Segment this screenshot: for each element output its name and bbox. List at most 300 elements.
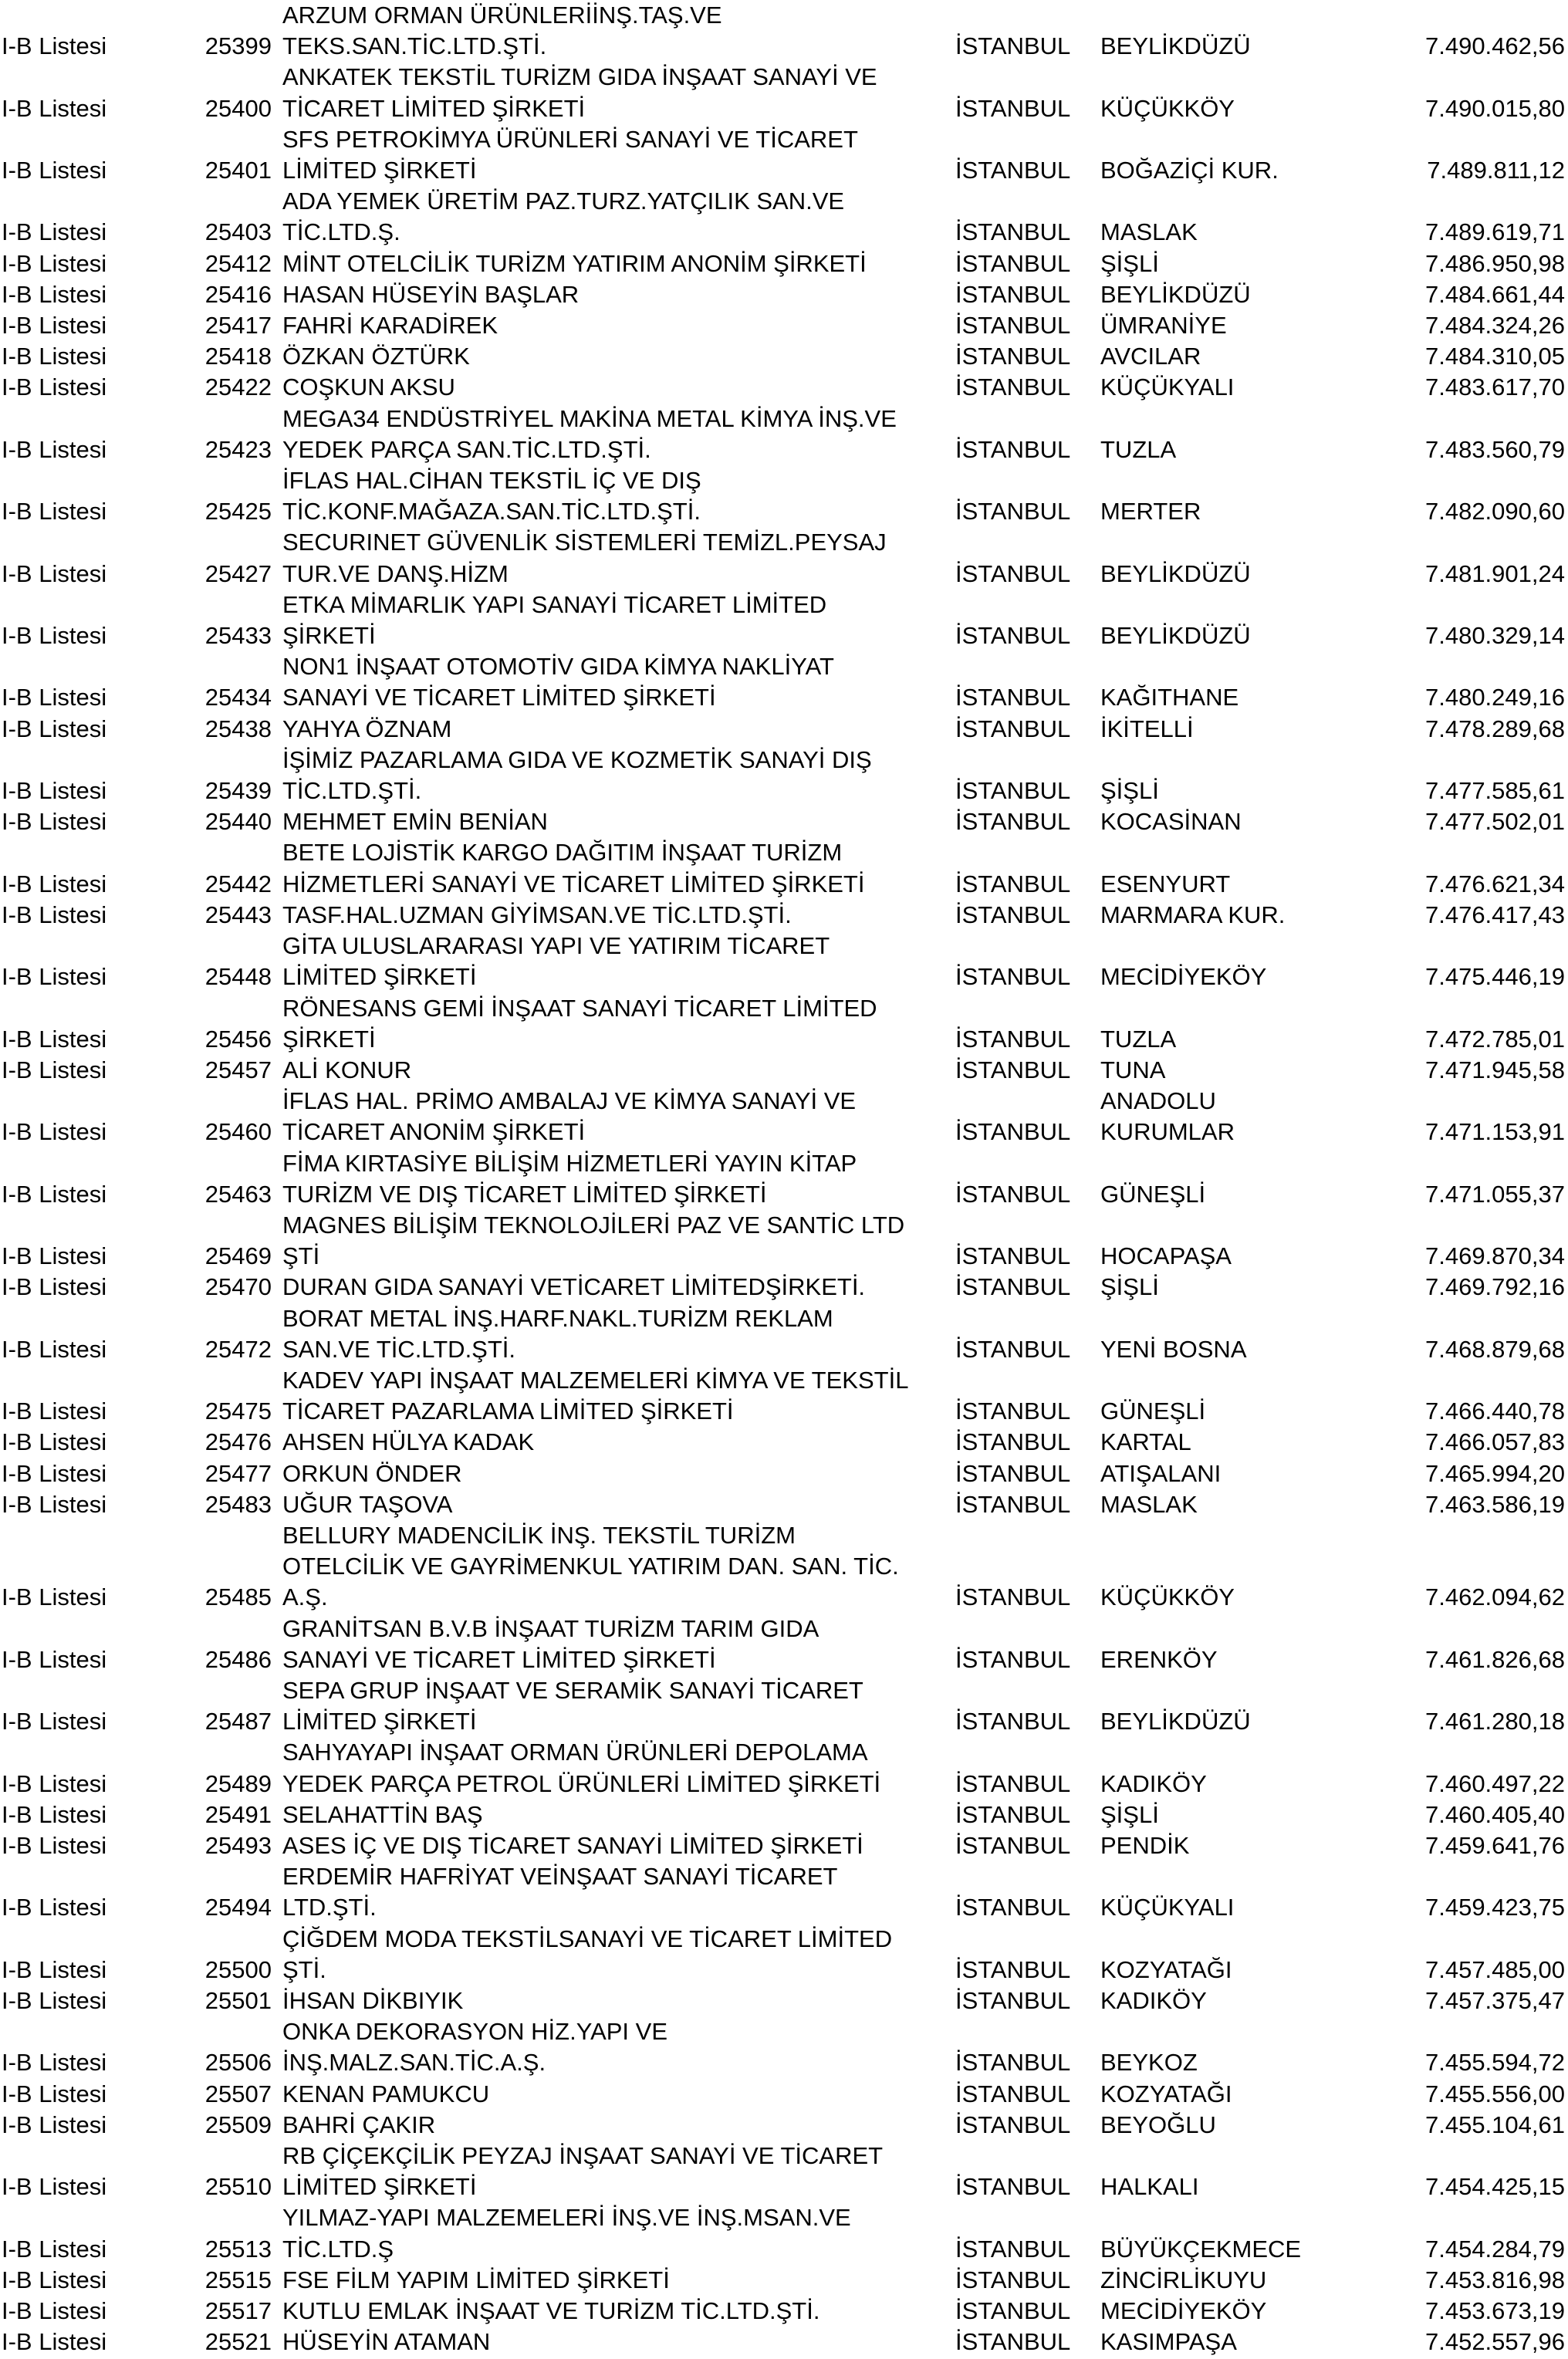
district-cell: [1100, 341, 1424, 372]
table-row: [0, 1986, 1568, 2016]
amount-cell: 7.486.950,98: [1424, 249, 1565, 277]
district-line: ŞİŞLİ: [1100, 249, 1159, 277]
record-number-cell: 25510: [204, 2173, 272, 2201]
district-cell: [1100, 1458, 1424, 1489]
name-cell: [279, 590, 955, 651]
city-cell: İSTANBUL: [955, 2111, 1071, 2138]
city-cell: İSTANBUL: [955, 1831, 1071, 1859]
amount-cell: 7.480.249,16: [1424, 684, 1565, 711]
district-cell: [1100, 1675, 1424, 1737]
list-cell: I-B Listesi: [2, 1708, 107, 1735]
name-cell: [279, 2110, 955, 2141]
record-number-cell: 25489: [204, 1769, 272, 1797]
list-cell: I-B Listesi: [2, 2266, 107, 2293]
list-cell: I-B Listesi: [2, 1118, 107, 1146]
district-line: KURUMLAR: [1100, 1118, 1235, 1146]
district-cell: [1100, 62, 1424, 123]
district-line: MECİDİYEKÖY: [1100, 963, 1267, 991]
name-line: MEGA34 ENDÜSTRİYEL MAKİNA METAL KİMYA İNŞ.VE: [282, 404, 897, 432]
district-cell: [1100, 2141, 1424, 2202]
record-number-cell: 25463: [204, 1180, 272, 1208]
city-cell: İSTANBUL: [955, 343, 1071, 370]
name-cell: [279, 2296, 955, 2327]
name-cell: [279, 341, 955, 372]
district-line: BEYLİKDÜZÜ: [1100, 32, 1251, 60]
amount-cell: 7.471.945,58: [1424, 1056, 1565, 1083]
amount-cell: 7.484.310,05: [1424, 343, 1565, 370]
name-line: HİZMETLERİ SANAYİ VE TİCARET LİMİTED ŞİRKETİ: [282, 870, 865, 897]
district-line: KOZYATAĞI: [1100, 1955, 1232, 1983]
district-cell: [1100, 1086, 1424, 1147]
name-cell: [279, 1800, 955, 1830]
district-line: ANADOLU: [1100, 1087, 1216, 1115]
record-number-cell: 25475: [204, 1397, 272, 1425]
list-cell: I-B Listesi: [2, 2297, 107, 2325]
table-row: [0, 465, 1568, 527]
name-line: YILMAZ-YAPI MALZEMELERİ İNŞ.VE İNŞ.MSAN.VE: [282, 2204, 851, 2232]
record-number-cell: 25485: [204, 1583, 272, 1611]
district-cell: [1100, 651, 1424, 713]
list-cell: I-B Listesi: [2, 684, 107, 711]
name-line: LTD.ŞTİ.: [282, 1894, 377, 1921]
name-cell: [279, 2079, 955, 2110]
amount-cell: 7.484.661,44: [1424, 280, 1565, 308]
district-line: MECİDİYEKÖY: [1100, 2297, 1267, 2325]
district-cell: [1100, 714, 1424, 745]
city-cell: İSTANBUL: [955, 1894, 1071, 1921]
name-line: OTELCİLİK VE GAYRİMENKUL YATIRIM DAN. SAN. TİC.: [282, 1553, 899, 1580]
district-cell: [1100, 1520, 1424, 1614]
record-number-cell: 25422: [204, 373, 272, 401]
table-row: [0, 1272, 1568, 1303]
amount-cell: 7.484.324,26: [1424, 312, 1565, 340]
record-number-cell: 25434: [204, 684, 272, 711]
record-number-cell: 25440: [204, 808, 272, 836]
city-cell: İSTANBUL: [955, 1645, 1071, 1673]
list-cell: I-B Listesi: [2, 870, 107, 897]
record-number-cell: 25401: [204, 157, 272, 184]
name-line: SAN.VE TİC.LTD.ŞTİ.: [282, 1335, 516, 1363]
name-cell: [279, 404, 955, 465]
amount-cell: 7.463.586,19: [1424, 1490, 1565, 1518]
amount-cell: 7.459.641,76: [1424, 1831, 1565, 1859]
amount-cell: 7.469.870,34: [1424, 1242, 1565, 1270]
list-cell: I-B Listesi: [2, 2173, 107, 2201]
district-cell: [1100, 2265, 1424, 2296]
record-number-cell: 25433: [204, 622, 272, 650]
district-line: BEYLİKDÜZÜ: [1100, 280, 1251, 308]
record-number-cell: 25448: [204, 963, 272, 991]
table-row: [0, 931, 1568, 992]
name-line: SELAHATTİN BAŞ: [282, 1800, 483, 1828]
district-line: PENDİK: [1100, 1831, 1190, 1859]
district-cell: [1100, 837, 1424, 899]
list-cell: I-B Listesi: [2, 1335, 107, 1363]
amount-cell: 7.457.375,47: [1424, 1987, 1565, 2014]
district-line: TUZLA: [1100, 435, 1177, 463]
district-line: BEYLİKDÜZÜ: [1100, 622, 1251, 650]
district-line: BEYOĞLU: [1100, 2111, 1216, 2138]
name-cell: [279, 2016, 955, 2078]
city-cell: İSTANBUL: [955, 218, 1071, 246]
city-cell: İSTANBUL: [955, 498, 1071, 526]
district-cell: [1100, 527, 1424, 589]
city-cell: İSTANBUL: [955, 1025, 1071, 1053]
name-line: ORKUN ÖNDER: [282, 1459, 462, 1487]
table-row: [0, 2110, 1568, 2141]
district-line: ERENKÖY: [1100, 1645, 1218, 1673]
table-row: [0, 1830, 1568, 1861]
record-number-cell: 25487: [204, 1708, 272, 1735]
list-cell: I-B Listesi: [2, 901, 107, 928]
amount-cell: 7.477.585,61: [1424, 777, 1565, 805]
name-cell: [279, 1520, 955, 1614]
name-line: SFS PETROKİMYA ÜRÜNLERİ SANAYİ VE TİCARET: [282, 125, 858, 153]
list-cell: I-B Listesi: [2, 1583, 107, 1611]
record-number-cell: 25443: [204, 901, 272, 928]
table-row: [0, 1800, 1568, 1830]
district-line: ÜMRANİYE: [1100, 312, 1227, 340]
district-cell: [1100, 1986, 1424, 2016]
district-line: ZİNCİRLİKUYU: [1100, 2266, 1267, 2293]
table-row: [0, 651, 1568, 713]
amount-cell: 7.483.617,70: [1424, 373, 1565, 401]
list-cell: I-B Listesi: [2, 1025, 107, 1053]
list-cell: I-B Listesi: [2, 32, 107, 60]
amount-cell: 7.461.280,18: [1424, 1708, 1565, 1735]
list-cell: I-B Listesi: [2, 1397, 107, 1425]
amount-cell: 7.466.057,83: [1424, 1428, 1565, 1456]
record-number-cell: 25486: [204, 1645, 272, 1673]
table-row: [0, 527, 1568, 589]
district-line: BÜYÜKÇEKMECE: [1100, 2235, 1302, 2263]
district-cell: [1100, 1148, 1424, 1210]
name-cell: [279, 1737, 955, 1799]
name-cell: [279, 465, 955, 527]
table-row: [0, 745, 1568, 806]
district-cell: [1100, 2296, 1424, 2327]
district-cell: [1100, 1614, 1424, 1675]
city-cell: İSTANBUL: [955, 2235, 1071, 2263]
name-line: ARZUM ORMAN ÜRÜNLERİİNŞ.TAŞ.VE: [282, 2, 722, 29]
record-number-cell: 25476: [204, 1428, 272, 1456]
amount-cell: 7.472.785,01: [1424, 1025, 1565, 1053]
record-number-cell: 25500: [204, 1955, 272, 1983]
name-line: SECURINET GÜVENLİK SİSTEMLERİ TEMİZL.PEYSAJ: [282, 529, 887, 556]
district-line: BEYLİKDÜZÜ: [1100, 1708, 1251, 1735]
city-cell: İSTANBUL: [955, 157, 1071, 184]
list-cell: I-B Listesi: [2, 2080, 107, 2107]
amount-cell: 7.461.826,68: [1424, 1645, 1565, 1673]
district-line: KARTAL: [1100, 1428, 1191, 1456]
district-cell: [1100, 2327, 1424, 2357]
name-line: DURAN GIDA SANAYİ VETİCARET LİMİTEDŞİRKETİ.: [282, 1273, 866, 1301]
list-cell: I-B Listesi: [2, 435, 107, 463]
district-cell: [1100, 248, 1424, 279]
city-cell: İSTANBUL: [955, 1955, 1071, 1983]
amount-cell: 7.455.104,61: [1424, 2111, 1565, 2138]
city-cell: İSTANBUL: [955, 1987, 1071, 2014]
list-cell: I-B Listesi: [2, 1800, 107, 1828]
record-number-cell: 25477: [204, 1459, 272, 1487]
city-cell: İSTANBUL: [955, 2049, 1071, 2077]
table-row: [0, 806, 1568, 837]
list-cell: I-B Listesi: [2, 2049, 107, 2077]
district-cell: [1100, 1427, 1424, 1458]
district-line: KADIKÖY: [1100, 1987, 1207, 2014]
amount-cell: 7.468.879,68: [1424, 1335, 1565, 1363]
name-cell: [279, 186, 955, 248]
list-cell: I-B Listesi: [2, 2328, 107, 2356]
record-number-cell: 25403: [204, 218, 272, 246]
name-cell: [279, 745, 955, 806]
district-cell: [1100, 590, 1424, 651]
name-cell: [279, 2265, 955, 2296]
table-row: [0, 2296, 1568, 2327]
district-cell: [1100, 1272, 1424, 1303]
name-line: ŞTİ.: [282, 1955, 326, 1983]
city-cell: İSTANBUL: [955, 684, 1071, 711]
name-line: KADEV YAPI İNŞAAT MALZEMELERİ KİMYA VE TEKSTİL: [282, 1366, 909, 1394]
name-line: TEKS.SAN.TİC.LTD.ŞTİ.: [282, 32, 547, 60]
amount-cell: 7.453.673,19: [1424, 2297, 1565, 2325]
name-cell: [279, 2327, 955, 2357]
name-cell: [279, 1210, 955, 1272]
name-line: LİMİTED ŞİRKETİ: [282, 157, 477, 184]
table-row: [0, 1520, 1568, 1614]
district-line: GÜNEŞLİ: [1100, 1397, 1206, 1425]
name-line: COŞKUN AKSU: [282, 373, 455, 401]
name-line: YEDEK PARÇA PETROL ÜRÜNLERİ LİMİTED ŞİRKETİ: [282, 1769, 881, 1797]
name-cell: [279, 124, 955, 186]
record-number-cell: 25418: [204, 343, 272, 370]
record-number-cell: 25417: [204, 312, 272, 340]
district-cell: [1100, 993, 1424, 1055]
table-row: [0, 1365, 1568, 1427]
table-row: [0, 1924, 1568, 1986]
table-row: [0, 2016, 1568, 2078]
name-line: İNŞ.MALZ.SAN.TİC.A.Ş.: [282, 2049, 546, 2077]
amount-cell: 7.462.094,62: [1424, 1583, 1565, 1611]
name-line: MEHMET EMİN BENİAN: [282, 808, 548, 836]
amount-cell: 7.481.901,24: [1424, 559, 1565, 587]
amount-cell: 7.490.462,56: [1424, 32, 1565, 60]
name-line: FİMA KIRTASİYE BİLİŞİM HİZMETLERİ YAYIN KİTAP: [282, 1149, 857, 1177]
record-number-cell: 25425: [204, 498, 272, 526]
table-row: [0, 2327, 1568, 2357]
list-cell: I-B Listesi: [2, 2111, 107, 2138]
city-cell: İSTANBUL: [955, 94, 1071, 122]
name-line: GİTA ULUSLARARASI YAPI VE YATIRIM TİCARET: [282, 932, 830, 960]
name-line: AHSEN HÜLYA KADAK: [282, 1428, 535, 1456]
city-cell: İSTANBUL: [955, 622, 1071, 650]
name-line: NON1 İNŞAAT OTOMOTİV GIDA KİMYA NAKLİYAT: [282, 653, 834, 681]
name-line: ADA YEMEK ÜRETİM PAZ.TURZ.YATÇILIK SAN.VE: [282, 188, 845, 215]
city-cell: İSTANBUL: [955, 2080, 1071, 2107]
table-row: [0, 372, 1568, 403]
district-cell: [1100, 465, 1424, 527]
table-row: [0, 837, 1568, 899]
city-cell: İSTANBUL: [955, 2173, 1071, 2201]
name-line: SANAYİ VE TİCARET LİMİTED ŞİRKETİ: [282, 1645, 716, 1673]
city-cell: İSTANBUL: [955, 870, 1071, 897]
name-line: BETE LOJİSTİK KARGO DAĞITIM İNŞAAT TURİZM: [282, 839, 843, 867]
amount-cell: 7.490.015,80: [1424, 94, 1565, 122]
city-cell: İSTANBUL: [955, 1118, 1071, 1146]
record-number-cell: 25515: [204, 2266, 272, 2293]
name-line: GRANİTSAN B.V.B İNŞAAT TURİZM TARIM GIDA: [282, 1614, 819, 1642]
name-line: KENAN PAMUKCU: [282, 2080, 490, 2107]
name-line: ÇİĞDEM MODA TEKSTİLSANAYİ VE TİCARET LİMİTED: [282, 1925, 893, 1952]
name-line: TUR.VE DANŞ.HİZM: [282, 559, 509, 587]
record-number-cell: 25416: [204, 280, 272, 308]
record-number-cell: 25483: [204, 1490, 272, 1518]
name-line: RB ÇİÇEKÇİLİK PEYZAJ İNŞAAT SANAYİ VE TİCARET: [282, 2142, 884, 2170]
record-number-cell: 25491: [204, 1800, 272, 1828]
district-cell: [1100, 279, 1424, 310]
city-cell: İSTANBUL: [955, 435, 1071, 463]
name-cell: [279, 1986, 955, 2016]
name-cell: [279, 310, 955, 341]
district-cell: [1100, 372, 1424, 403]
district-line: KADIKÖY: [1100, 1769, 1207, 1797]
city-cell: İSTANBUL: [955, 1428, 1071, 1456]
table-row: [0, 900, 1568, 931]
record-number-cell: 25493: [204, 1831, 272, 1859]
name-line: İFLAS HAL.CİHAN TEKSTİL İÇ VE DIŞ: [282, 467, 701, 495]
name-cell: [279, 1427, 955, 1458]
district-cell: [1100, 404, 1424, 465]
amount-cell: 7.455.556,00: [1424, 2080, 1565, 2107]
city-cell: İSTANBUL: [955, 373, 1071, 401]
name-cell: [279, 1086, 955, 1147]
city-cell: İSTANBUL: [955, 559, 1071, 587]
name-cell: [279, 1861, 955, 1923]
city-cell: İSTANBUL: [955, 249, 1071, 277]
district-cell: [1100, 1303, 1424, 1365]
district-line: GÜNEŞLİ: [1100, 1180, 1206, 1208]
amount-cell: 7.476.417,43: [1424, 901, 1565, 928]
district-cell: [1100, 1210, 1424, 1272]
district-line: KOCASİNAN: [1100, 808, 1242, 836]
name-line: ONKA DEKORASYON HİZ.YAPI VE: [282, 2018, 667, 2046]
amount-cell: 7.466.440,78: [1424, 1397, 1565, 1425]
name-line: TASF.HAL.UZMAN GİYİMSAN.VE TİC.LTD.ŞTİ.: [282, 901, 792, 928]
name-cell: [279, 1365, 955, 1427]
list-cell: I-B Listesi: [2, 1645, 107, 1673]
district-cell: [1100, 186, 1424, 248]
amount-cell: 7.452.557,96: [1424, 2328, 1565, 2356]
list-cell: I-B Listesi: [2, 280, 107, 308]
amount-cell: 7.460.405,40: [1424, 1800, 1565, 1828]
district-cell: [1100, 2079, 1424, 2110]
district-line: İKİTELLİ: [1100, 715, 1194, 742]
table-row: [0, 1055, 1568, 1086]
name-line: ŞİRKETİ: [282, 622, 376, 650]
district-line: KAĞITHANE: [1100, 684, 1239, 711]
record-number-cell: 25427: [204, 559, 272, 587]
name-line: HASAN HÜSEYİN BAŞLAR: [282, 280, 580, 308]
district-line: HOCAPAŞA: [1100, 1242, 1232, 1270]
amount-cell: 7.454.425,15: [1424, 2173, 1565, 2201]
list-cell: I-B Listesi: [2, 218, 107, 246]
district-line: YENİ BOSNA: [1100, 1335, 1247, 1363]
record-number-cell: 25460: [204, 1118, 272, 1146]
district-line: ŞİŞLİ: [1100, 1800, 1159, 1828]
district-cell: [1100, 1365, 1424, 1427]
city-cell: İSTANBUL: [955, 1490, 1071, 1518]
name-line: İŞİMİZ PAZARLAMA GIDA VE KOZMETİK SANAYİ DIŞ: [282, 745, 872, 773]
name-line: ANKATEK TEKSTİL TURİZM GIDA İNŞAAT SANAYİ VE: [282, 63, 877, 91]
amount-cell: 7.477.502,01: [1424, 808, 1565, 836]
record-number-cell: 25513: [204, 2235, 272, 2263]
district-line: BOĞAZİÇİ KUR.: [1100, 157, 1279, 184]
name-cell: [279, 837, 955, 899]
table-row: [0, 310, 1568, 341]
name-cell: [279, 1489, 955, 1520]
name-cell: [279, 527, 955, 589]
list-cell: I-B Listesi: [2, 249, 107, 277]
record-number-cell: 25501: [204, 1987, 272, 2014]
amount-cell: 7.471.055,37: [1424, 1180, 1565, 1208]
district-cell: [1100, 2016, 1424, 2078]
name-line: ETKA MİMARLIK YAPI SANAYİ TİCARET LİMİTED: [282, 590, 827, 618]
list-cell: I-B Listesi: [2, 1955, 107, 1983]
district-line: MASLAK: [1100, 1490, 1198, 1518]
list-cell: I-B Listesi: [2, 1459, 107, 1487]
city-cell: İSTANBUL: [955, 963, 1071, 991]
table-row: [0, 1427, 1568, 1458]
amount-cell: 7.459.423,75: [1424, 1894, 1565, 1921]
name-line: TİCARET ANONİM ŞİRKETİ: [282, 1118, 586, 1146]
amount-cell: 7.455.594,72: [1424, 2049, 1565, 2077]
name-line: TİC.KONF.MAĞAZA.SAN.TİC.LTD.ŞTİ.: [282, 498, 701, 526]
district-line: ŞİŞLİ: [1100, 1273, 1159, 1301]
district-cell: [1100, 745, 1424, 806]
table-row: [0, 2141, 1568, 2202]
record-number-cell: 25509: [204, 2111, 272, 2138]
city-cell: İSTANBUL: [955, 2266, 1071, 2293]
list-cell: I-B Listesi: [2, 963, 107, 991]
record-number-cell: 25517: [204, 2297, 272, 2325]
city-cell: İSTANBUL: [955, 777, 1071, 805]
name-line: LİMİTED ŞİRKETİ: [282, 963, 477, 991]
record-number-cell: 25469: [204, 1242, 272, 1270]
amount-cell: 7.483.560,79: [1424, 435, 1565, 463]
district-line: MERTER: [1100, 498, 1201, 526]
list-cell: I-B Listesi: [2, 312, 107, 340]
district-line: ATIŞALANI: [1100, 1459, 1222, 1487]
amount-cell: 7.465.994,20: [1424, 1459, 1565, 1487]
name-line: MAGNES BİLİŞİM TEKNOLOJİLERİ PAZ VE SANTİC LTD: [282, 1211, 905, 1239]
list-cell: I-B Listesi: [2, 1273, 107, 1301]
list-cell: I-B Listesi: [2, 2235, 107, 2263]
city-cell: İSTANBUL: [955, 901, 1071, 928]
list-cell: I-B Listesi: [2, 1180, 107, 1208]
table-row: [0, 1489, 1568, 1520]
city-cell: İSTANBUL: [955, 280, 1071, 308]
record-number-cell: 25456: [204, 1025, 272, 1053]
name-line: TİC.LTD.ŞTİ.: [282, 777, 422, 805]
district-cell: [1100, 1861, 1424, 1923]
list-cell: I-B Listesi: [2, 1428, 107, 1456]
table-row: [0, 2079, 1568, 2110]
name-cell: [279, 1303, 955, 1365]
name-line: HÜSEYİN ATAMAN: [282, 2328, 491, 2356]
table-row: [0, 1861, 1568, 1923]
name-cell: [279, 1148, 955, 1210]
city-cell: İSTANBUL: [955, 1273, 1071, 1301]
